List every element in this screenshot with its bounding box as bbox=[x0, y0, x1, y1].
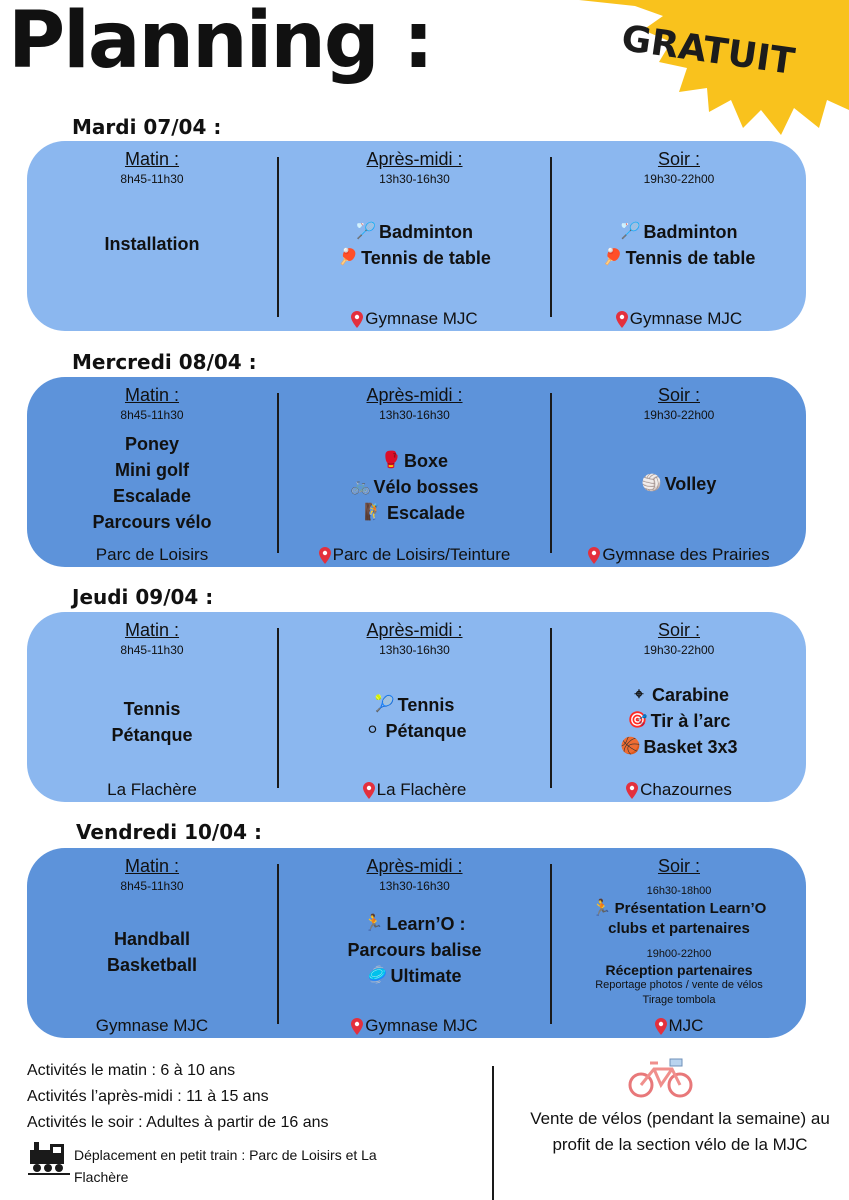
location bbox=[279, 309, 550, 329]
day-card-mardi bbox=[27, 141, 806, 331]
day-card-vendredi bbox=[27, 848, 806, 1038]
activity bbox=[338, 245, 491, 271]
activity: Basketball bbox=[106, 955, 198, 975]
location-label: La Flachère bbox=[107, 780, 197, 799]
activity: Handball bbox=[113, 929, 190, 949]
age-groups bbox=[27, 1058, 328, 1136]
location bbox=[279, 545, 550, 565]
note: Tirage tombola bbox=[642, 994, 716, 1006]
activity-label: Boxe bbox=[403, 451, 448, 471]
activity-label: Vélo bosses bbox=[373, 477, 479, 497]
location bbox=[552, 1016, 806, 1036]
column-heading: Matin : bbox=[124, 856, 180, 876]
volleyball-icon: 🏐 bbox=[641, 475, 662, 492]
train-note: Déplacement en petit train : Parc de Loisirs et La Flachère bbox=[74, 1147, 377, 1185]
day-label: Mercredi 08/04 : bbox=[72, 350, 257, 374]
activity bbox=[363, 911, 465, 937]
location-pin-icon bbox=[626, 782, 638, 799]
matin-column bbox=[27, 147, 277, 331]
page-title: Planning : bbox=[8, 0, 433, 86]
activity-label: Tennis de table bbox=[361, 248, 491, 268]
age-line: Activités l’après-midi : 11 à 15 ans bbox=[27, 1088, 269, 1105]
frisbee-icon: 🥏 bbox=[367, 967, 388, 984]
activity: Tennis bbox=[123, 699, 181, 719]
column-heading: Après-midi : bbox=[366, 856, 463, 876]
location bbox=[279, 1016, 550, 1036]
location-label: Gymnase MJC bbox=[629, 309, 743, 328]
boxing-glove-icon: 🥊 bbox=[381, 452, 401, 469]
soir-column bbox=[552, 618, 806, 802]
column-heading: Soir : bbox=[657, 856, 700, 876]
location-label: La Flachère bbox=[376, 780, 467, 799]
train-icon bbox=[28, 1138, 70, 1176]
location-label: Parc de Loisirs/Teinture bbox=[332, 545, 511, 564]
activity: Pétanque bbox=[111, 725, 193, 745]
activity bbox=[592, 899, 767, 919]
activity bbox=[356, 219, 473, 245]
crosshair-icon: ⌖ bbox=[634, 686, 644, 703]
activity-label: Learn’O : bbox=[386, 914, 466, 934]
location-label: Gymnase des Prairies bbox=[602, 545, 770, 564]
bicycle-icon: 🚲 bbox=[350, 478, 371, 495]
location bbox=[552, 780, 806, 800]
archery-target-icon: 🎯 bbox=[627, 712, 648, 729]
activity-label: Pétanque bbox=[385, 721, 467, 741]
activity: Réception partenaires bbox=[605, 962, 753, 978]
time-range: 13h30-16h30 bbox=[379, 408, 450, 422]
free-badge bbox=[559, 0, 849, 140]
location-label: Gymnase MJC bbox=[95, 1016, 209, 1035]
ping-pong-icon: 🏓 bbox=[602, 249, 623, 266]
column-heading: Soir : bbox=[657, 385, 700, 405]
apres-midi-column bbox=[279, 147, 550, 331]
activity-label: Tir à l’arc bbox=[650, 711, 731, 731]
activity bbox=[629, 682, 729, 708]
activity bbox=[364, 500, 465, 526]
matin-column bbox=[27, 383, 277, 567]
activity: Escalade bbox=[112, 486, 192, 506]
apres-midi-column bbox=[279, 618, 550, 802]
activity: Parcours vélo bbox=[92, 512, 212, 532]
matin-column bbox=[27, 618, 277, 802]
location bbox=[279, 780, 550, 800]
activity: Parcours balise bbox=[347, 940, 482, 960]
activity-label: Ultimate bbox=[390, 966, 462, 986]
activity bbox=[362, 718, 466, 744]
column-heading: Après-midi : bbox=[366, 620, 463, 640]
location bbox=[27, 780, 277, 800]
time-range: 13h30-16h30 bbox=[379, 643, 450, 657]
time-range: 8h45-11h30 bbox=[120, 643, 184, 657]
shuttlecock-icon: 🏸 bbox=[620, 223, 641, 240]
location-pin-icon bbox=[319, 547, 331, 564]
location bbox=[27, 1016, 277, 1036]
activity-label: Présentation Learn’O bbox=[614, 900, 767, 917]
activity bbox=[381, 448, 448, 474]
footer-divider bbox=[492, 1066, 494, 1200]
activity: Installation bbox=[104, 234, 200, 254]
soir-column bbox=[552, 147, 806, 331]
activity bbox=[642, 471, 717, 497]
soir-column bbox=[552, 383, 806, 567]
activity bbox=[621, 219, 738, 245]
activity bbox=[367, 963, 461, 989]
tennis-racket-icon: 🎾 bbox=[374, 696, 395, 713]
location-pin-icon bbox=[588, 547, 600, 564]
activity bbox=[603, 245, 756, 271]
bike-sale-note: Vente de vélos (pendant la semaine) au profit de la section vélo de la MJC bbox=[530, 1109, 830, 1154]
note: Reportage photos / vente de vélos bbox=[595, 979, 763, 991]
age-line: Activités le soir : Adultes à partir de 16 ans bbox=[27, 1114, 329, 1131]
activity bbox=[620, 734, 737, 760]
activity bbox=[628, 708, 731, 734]
location-label: MJC bbox=[668, 1016, 704, 1035]
column-heading: Soir : bbox=[657, 620, 700, 640]
column-heading: Soir : bbox=[657, 149, 700, 169]
matin-column bbox=[27, 854, 277, 1038]
time-range: 13h30-16h30 bbox=[379, 172, 450, 186]
petanque-balls-icon: ⚪ bbox=[365, 722, 380, 739]
location-pin-icon bbox=[351, 1018, 363, 1035]
orienteering-runner-icon: 🏃 bbox=[591, 900, 612, 917]
basketball-icon: 🏀 bbox=[620, 738, 641, 755]
column-heading: Matin : bbox=[124, 385, 180, 405]
apres-midi-column bbox=[279, 854, 550, 1038]
activity bbox=[375, 692, 455, 718]
shuttlecock-icon: 🏸 bbox=[356, 223, 376, 240]
activity-label: Volley bbox=[664, 474, 717, 494]
time-range: 19h30-22h00 bbox=[643, 408, 715, 422]
location bbox=[27, 545, 277, 565]
column-heading: Matin : bbox=[124, 149, 180, 169]
time-range: 13h30-16h30 bbox=[379, 879, 450, 893]
ping-pong-icon: 🏓 bbox=[338, 249, 359, 266]
orienteering-runner-icon: 🏃 bbox=[363, 915, 384, 932]
activity-label: Escalade bbox=[386, 503, 466, 523]
badge-label: GRATUIT bbox=[618, 18, 798, 83]
activity-label: Basket 3x3 bbox=[643, 737, 738, 757]
location-label: Chazournes bbox=[640, 780, 732, 799]
location bbox=[552, 545, 806, 565]
time-range: 8h45-11h30 bbox=[120, 408, 184, 422]
location-label: Gymnase MJC bbox=[365, 309, 478, 328]
location bbox=[552, 309, 806, 329]
day-label: Vendredi 10/04 : bbox=[76, 820, 262, 844]
activity-label: Tennis bbox=[397, 695, 455, 715]
activity bbox=[350, 474, 478, 500]
time-range: 19h30-22h00 bbox=[643, 643, 715, 657]
activity: Poney bbox=[124, 434, 180, 454]
time-range: 16h30-18h00 bbox=[646, 885, 712, 897]
day-card-jeudi bbox=[27, 612, 806, 802]
location-label: Gymnase MJC bbox=[365, 1016, 478, 1035]
activity-label: Badminton bbox=[643, 222, 738, 242]
bicycle-icon bbox=[628, 1055, 694, 1099]
location-pin-icon bbox=[616, 311, 628, 328]
day-card-mercredi bbox=[27, 377, 806, 567]
location-pin-icon bbox=[351, 311, 363, 328]
age-line: Activités le matin : 6 à 10 ans bbox=[27, 1062, 236, 1079]
activity-label: Tennis de table bbox=[625, 248, 756, 268]
soir-column bbox=[552, 854, 806, 1038]
location-pin-icon bbox=[655, 1018, 667, 1035]
time-range: 19h00-22h00 bbox=[646, 948, 712, 960]
activity: clubs et partenaires bbox=[608, 920, 750, 937]
climber-icon: 🧗 bbox=[364, 504, 384, 521]
time-range: 8h45-11h30 bbox=[120, 172, 184, 186]
column-heading: Matin : bbox=[124, 620, 180, 640]
activity-label: Badminton bbox=[379, 222, 473, 242]
column-heading: Après-midi : bbox=[366, 149, 463, 169]
column-heading: Après-midi : bbox=[366, 385, 463, 405]
location-pin-icon bbox=[363, 782, 375, 799]
activity-label: Carabine bbox=[651, 685, 730, 705]
day-label: Mardi 07/04 : bbox=[72, 115, 222, 139]
time-range: 8h45-11h30 bbox=[120, 879, 184, 893]
time-range: 19h30-22h00 bbox=[643, 172, 715, 186]
day-label: Jeudi 09/04 : bbox=[72, 585, 214, 609]
activity: Mini golf bbox=[115, 460, 189, 480]
location-label: Parc de Loisirs bbox=[95, 545, 209, 564]
apres-midi-column bbox=[279, 383, 550, 567]
